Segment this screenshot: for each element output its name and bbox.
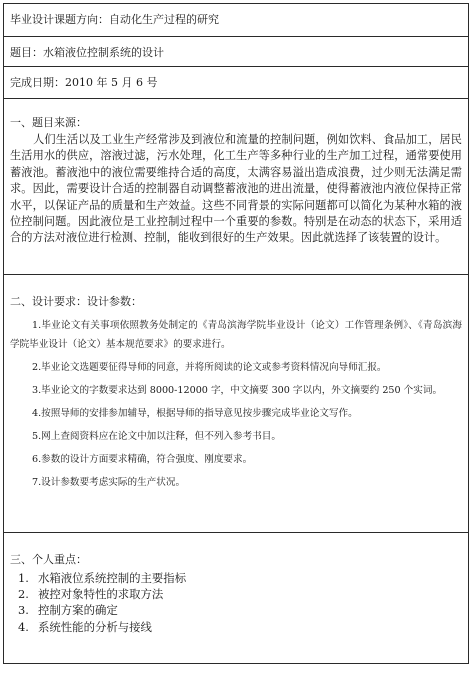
requirements-list [10, 316, 462, 490]
section-focus-heading: 三、个人重点： [10, 553, 87, 566]
requirement-item: 3.毕业论文的字数要求达到 8000-12000 字，中文摘要 300 字以内，外文摘要约 250 个实词。 [32, 385, 443, 396]
section-source-cell [4, 99, 469, 275]
focus-item-number: 2. [18, 587, 29, 602]
completion-date-cell: 完成日期：2010 年 5 月 6 号 [4, 67, 469, 99]
focus-item [18, 570, 462, 586]
requirement-item: 7.设计参数要考虑实际的生产状况。 [32, 477, 186, 488]
title-cell: 题目：水箱液位控制系统的设计 [4, 37, 469, 67]
focus-item-number: 4. [18, 619, 29, 634]
focus-list [18, 570, 462, 635]
section-requirements-row [4, 275, 469, 533]
section-source-row [4, 99, 469, 275]
focus-item-text: 水箱液位系统控制的主要指标 [38, 571, 187, 585]
section-requirements-heading: 二、设计要求：设计参数： [10, 295, 142, 308]
section-source-body [10, 132, 462, 247]
topic-direction-cell: 毕业设计课题方向：自动化生产过程的研究 [4, 4, 469, 37]
focus-item-number: 1. [18, 571, 29, 585]
focus-item-text: 控制方案的确定 [38, 603, 118, 618]
focus-item [18, 586, 462, 602]
assignment-form-table [3, 3, 469, 664]
focus-item-text: 系统性能的分析与接线 [38, 619, 152, 634]
focus-item [18, 619, 462, 635]
section-source-text: 人们生活以及工业生产经常涉及到液位和流量的控制问题，例如饮料、食品加工，居民生活用水的供应，溶液过滤，污水处理，化工生产等多种行业的生产加工过程，通常要使用蓄液池。蓄液池中的液位需要维持合适的高度，太满容易溢出造成浪费，过少则无法满足需求。因此，需要设计合适的控制器自动调整蓄液池的进出流量，使得蓄液池内液位保持正常水平，以保证产品的质量和生产效益。这些不同背景的实际问题都可以简化为某种水箱的液位控制问题。因此液位是工业控制过程中一个重要的参数。特别是在动态的状态下，采用适合的方法对液位进行检测、控制，能收到很好的生产效果。因此就选择了该装置的设计。 [10, 133, 462, 245]
requirement-item: 2.毕业论文选题要征得导师的同意，并将所阅读的论文或参考资料情况向导师汇报。 [32, 362, 387, 373]
section-focus-cell [4, 533, 469, 664]
requirement-item: 4.按照导师的安排参加辅导，根据导师的指导意见按步骤完成毕业论文写作。 [32, 408, 358, 419]
section-source-heading: 一、题目来源： [10, 116, 87, 129]
section-focus-row [4, 533, 469, 664]
focus-item-text: 被控对象特性的求取方法 [38, 587, 164, 602]
requirement-item: 1.毕业论文有关事项依照教务处制定的《青岛滨海学院毕业设计（论文）工作管理条例》、《青岛滨海学院毕业设计（论文）基本规范要求》的要求进行。 [10, 320, 462, 350]
title-row [4, 37, 469, 67]
focus-item [18, 602, 462, 618]
completion-date-row [4, 67, 469, 99]
requirement-item: 6.参数的设计方面要求精确，符合强度、刚度要求。 [32, 454, 253, 465]
topic-direction-row [4, 4, 469, 37]
section-requirements-cell [4, 275, 469, 533]
focus-item-number: 3. [18, 603, 29, 618]
requirement-item: 5.网上查阅资料应在论文中加以注释，但不列入参考书目。 [32, 431, 281, 442]
